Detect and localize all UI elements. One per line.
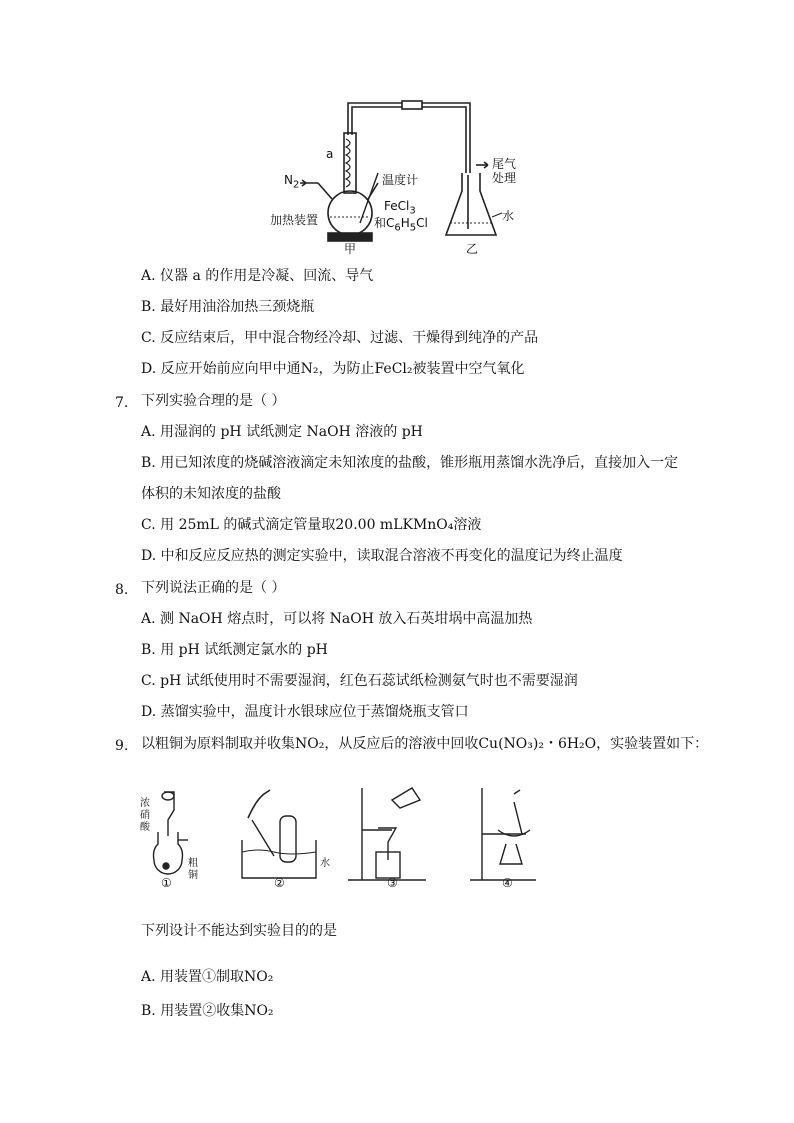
label-conc-1: 浓 bbox=[140, 798, 150, 809]
q7-option-b-cont: 体积的未知浓度的盐酸 bbox=[141, 486, 281, 502]
label-cl: Cl bbox=[416, 216, 428, 230]
label-tail-gas-2: 处理 bbox=[492, 171, 517, 185]
q6-option-a: A. 仪器 a 的作用是冷凝、回流、导气 bbox=[141, 268, 374, 284]
q8-option-a: A. 测 NaOH 熔点时，可以将 NaOH 放入石英坩埚中高温加热 bbox=[141, 611, 533, 627]
label-yi: 乙 bbox=[466, 242, 479, 256]
label-h: H bbox=[400, 216, 410, 230]
label-jia: 甲 bbox=[344, 242, 357, 256]
q9-number: 9. bbox=[115, 738, 129, 754]
apparatus-figure-1 bbox=[270, 95, 530, 255]
q7-option-d: D. 中和反应反应热的测定实验中，读取混合溶液不再变化的温度记为终止温度 bbox=[141, 548, 623, 564]
q9-stem: 以粗铜为原料制取并收集NO₂，从反应后的溶液中回收Cu(NO₃)₂・6H₂O，实验装置如下： bbox=[141, 736, 709, 752]
q7-option-b: B. 用已知浓度的烧碱溶液滴定未知浓度的盐酸，锥形瓶用蒸馏水洗净后，直接加入一定 bbox=[141, 455, 679, 471]
q8-option-d: D. 蒸馏实验中，温度计水银球应位于蒸馏烧瓶支管口 bbox=[141, 704, 469, 720]
label-fecl3-sub: 3 bbox=[409, 205, 416, 217]
label-heating: 加热装置 bbox=[270, 213, 319, 227]
label-num-3: ③ bbox=[387, 876, 398, 890]
label-conc-3: 酸 bbox=[140, 822, 150, 833]
label-and-c: 和C bbox=[374, 216, 395, 230]
label-num-2: ② bbox=[274, 876, 285, 890]
q6-option-b: B. 最好用油浴加热三颈烧瓶 bbox=[141, 299, 315, 315]
label-n2-text: N bbox=[284, 173, 293, 187]
q9-sub-stem: 下列设计不能达到实验目的的是 bbox=[141, 923, 337, 939]
label-conc-2: 硝 bbox=[140, 810, 150, 821]
q6-option-c: C. 反应结束后，甲中混合物经冷却、过滤、干燥得到纯净的产品 bbox=[141, 330, 539, 346]
q8-option-b: B. 用 pH 试纸测定氯水的 pH bbox=[141, 642, 328, 658]
q7-number: 7. bbox=[115, 395, 129, 411]
label-n2-sub: 2 bbox=[292, 179, 300, 191]
q6-option-d: D. 反应开始前应向甲中通N₂，为防止FeCl₂被装置中空气氧化 bbox=[141, 361, 525, 377]
label-water: 水 bbox=[502, 209, 515, 223]
label-water-2: 水 bbox=[320, 858, 330, 869]
apparatus-figure-2 bbox=[130, 780, 540, 890]
label-crude-1: 粗 bbox=[188, 858, 198, 869]
label-fecl3-text: FeCl bbox=[384, 199, 410, 213]
label-num-1: ① bbox=[161, 876, 172, 890]
q8-option-c: C. pH 试纸使用时不需要湿润，红色石蕊试纸检测氨气时也不需要湿润 bbox=[141, 673, 578, 689]
label-tail-gas-1: 尾气 bbox=[492, 157, 517, 171]
q8-stem: 下列说法正确的是（ ） bbox=[141, 580, 286, 596]
label-num-4: ④ bbox=[502, 876, 513, 890]
label-crude-2: 铜 bbox=[188, 870, 198, 881]
label-sub-6: 6 bbox=[394, 222, 401, 234]
label-a: a bbox=[326, 147, 334, 161]
label-sub-5: 5 bbox=[409, 222, 417, 234]
q9-option-a: A. 用装置①制取NO₂ bbox=[141, 969, 274, 985]
q8-number: 8. bbox=[115, 582, 129, 598]
q7-option-a: A. 用湿润的 pH 试纸测定 NaOH 溶液的 pH bbox=[141, 424, 423, 440]
q9-option-b: B. 用装置②收集NO₂ bbox=[141, 1003, 274, 1019]
q7-option-c: C. 用 25mL 的碱式滴定管量取20.00 mLKMnO₄溶液 bbox=[141, 517, 482, 533]
label-thermometer: 温度计 bbox=[382, 173, 419, 187]
q7-stem: 下列实验合理的是（ ） bbox=[141, 393, 286, 409]
label-c6h5cl bbox=[374, 214, 428, 233]
label-n2 bbox=[284, 173, 299, 190]
